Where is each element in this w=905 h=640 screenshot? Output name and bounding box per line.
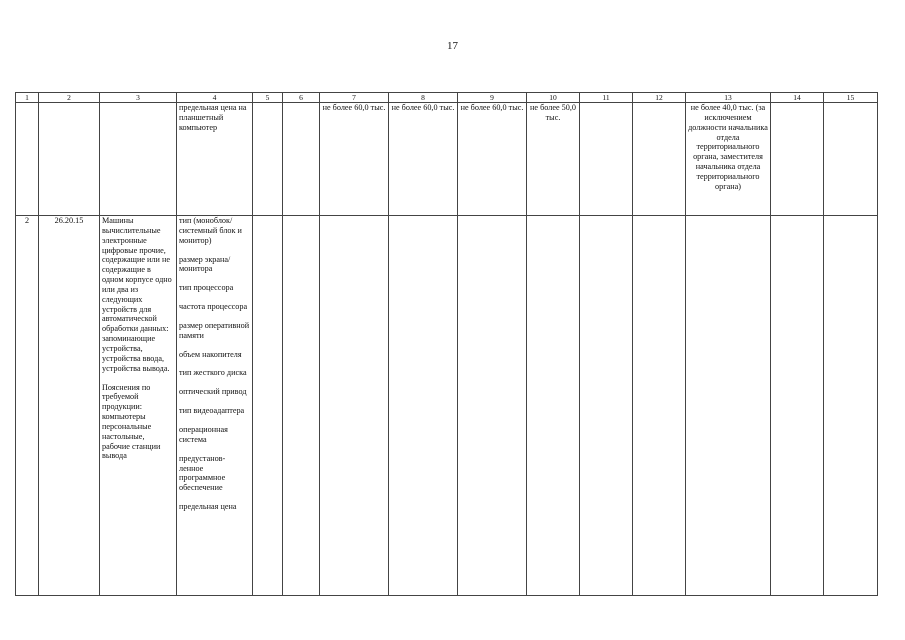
column-number: 15 xyxy=(824,93,878,103)
table-cell xyxy=(527,216,580,596)
table-cell xyxy=(16,103,39,216)
table-row xyxy=(16,103,878,216)
table-cell xyxy=(320,216,389,596)
column-number: 11 xyxy=(580,93,633,103)
characteristic-item: тип видеоадаптера xyxy=(179,406,245,416)
characteristic-item: объем накопителя xyxy=(179,349,242,359)
characteristic-item: размер оперативной памяти xyxy=(179,320,250,340)
table-cell xyxy=(458,216,527,596)
characteristic-item: предустанов- ленное программное обеспечение xyxy=(179,453,226,493)
page-number: 17 xyxy=(447,40,458,52)
table-cell xyxy=(771,216,824,596)
column-number: 9 xyxy=(458,93,527,103)
column-number: 2 xyxy=(39,93,100,103)
value-cell: не более 40,0 тыс. (за исключением должности начальника отдела территориального органа, заместителя начальника отдела территориального органа) xyxy=(686,103,771,216)
column-number: 8 xyxy=(389,93,458,103)
table-cell xyxy=(580,216,633,596)
table-cell xyxy=(39,103,100,216)
okpd-code-cell: 26.20.15 xyxy=(39,216,100,596)
column-number: 10 xyxy=(527,93,580,103)
requirements-table xyxy=(15,92,878,596)
table-cell xyxy=(100,103,177,216)
column-number: 13 xyxy=(686,93,771,103)
characteristic-item: размер экрана/ монитора xyxy=(179,254,231,274)
table-cell xyxy=(824,103,878,216)
table-cell xyxy=(580,103,633,216)
column-number: 12 xyxy=(633,93,686,103)
characteristics-cell xyxy=(177,216,253,596)
table-cell xyxy=(283,103,320,216)
table-cell xyxy=(771,103,824,216)
characteristic-item: тип (моноблок/ системный блок и монитор) xyxy=(179,216,242,245)
column-number: 1 xyxy=(16,93,39,103)
characteristic-item: оптический привод xyxy=(179,387,247,397)
description-text: Машины вычислительные электронные цифровые прочие, содержащие или не содержащие в одном корпусе одно или два из следующих устройств для автоматической обработки данных: запоминающие устройства, устройства ввода, устройства вывода. xyxy=(102,216,172,373)
note-text: Пояснения по требуемой продукции: компьютеры персональные настольные, рабочие станции вывода xyxy=(102,382,161,461)
characteristic-item: тип жесткого диска xyxy=(179,368,247,378)
value-cell: не более 60,0 тыс. xyxy=(458,103,527,216)
row-number-cell: 2 xyxy=(16,216,39,596)
table-cell xyxy=(824,216,878,596)
description-cell xyxy=(100,216,177,596)
table-cell xyxy=(253,103,283,216)
table-row xyxy=(16,216,878,596)
characteristic-item: предельная цена xyxy=(179,502,237,512)
characteristic-cell: предельная цена на планшетный компьютер xyxy=(177,103,253,216)
table-cell xyxy=(633,103,686,216)
table-cell xyxy=(283,216,320,596)
value-cell: не более 50,0 тыс. xyxy=(527,103,580,216)
table-cell xyxy=(253,216,283,596)
value-cell: не более 60,0 тыс. xyxy=(389,103,458,216)
table-cell xyxy=(686,216,771,596)
column-number: 5 xyxy=(253,93,283,103)
column-number: 14 xyxy=(771,93,824,103)
column-number: 7 xyxy=(320,93,389,103)
value-cell: не более 60,0 тыс. xyxy=(320,103,389,216)
characteristic-item: тип процессора xyxy=(179,283,234,293)
column-number-row xyxy=(16,93,878,103)
table-cell xyxy=(633,216,686,596)
column-number: 4 xyxy=(177,93,253,103)
table-cell xyxy=(389,216,458,596)
column-number: 3 xyxy=(100,93,177,103)
characteristic-item: операционная система xyxy=(179,424,228,444)
characteristic-item: частота процессора xyxy=(179,302,248,312)
column-number: 6 xyxy=(283,93,320,103)
